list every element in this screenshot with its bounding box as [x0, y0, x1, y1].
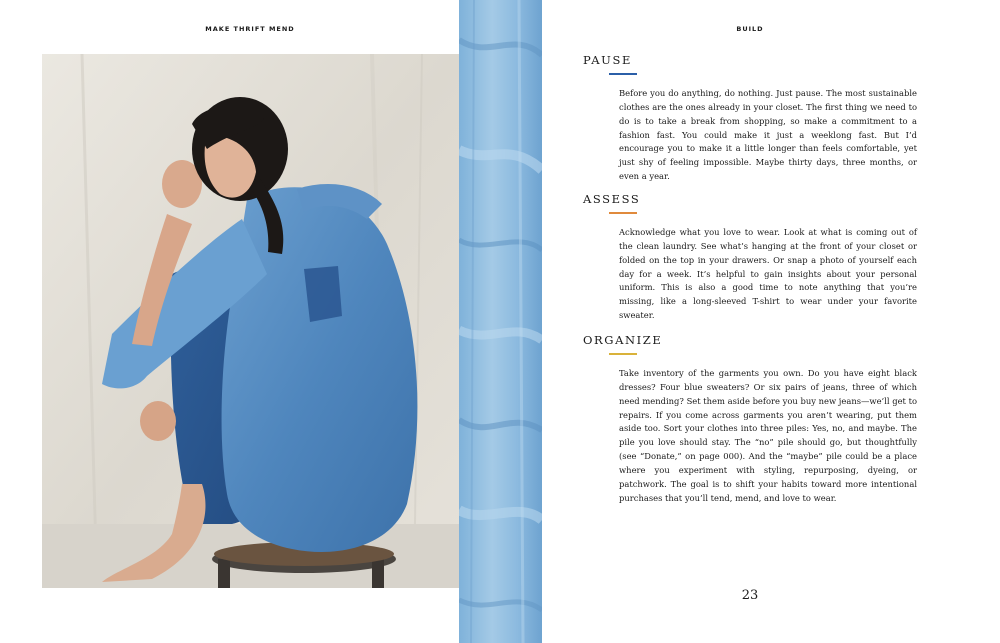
photo-woman-in-denim: [42, 54, 459, 588]
heading-rule: [609, 73, 637, 75]
section-heading: ASSESS: [583, 192, 641, 206]
section-organize: [583, 333, 923, 505]
section-body: Acknowledge what you love to wear. Look at what is coming out of the clean laundry. See what’s hanging at the front of your closet or folded on the top in your drawers. Or snap a photo of yourself each day for a week. It’s helpful to gain insights about your personal uniform. This is also a good time to note anything that you’re missing, like a long-sleeved T-shirt to wear under your favorite sweater.: [619, 227, 917, 321]
denim-fabric-strip: [459, 0, 542, 643]
running-head-right: BUILD: [736, 25, 764, 33]
section-heading: PAUSE: [583, 53, 632, 67]
right-page: [542, 0, 1000, 643]
section-pause: [583, 53, 923, 184]
section-heading: ORGANIZE: [583, 333, 663, 347]
page-number: 23: [741, 588, 759, 603]
heading-rule: [609, 212, 637, 214]
section-assess: [583, 192, 923, 323]
section-body: Take inventory of the garments you own. Do you have eight black dresses? Four blue sweaters? Or six pairs of jeans, three of which need mending? Set them aside before you buy new jeans—we’ll get to repairs. If you come across garments you aren’t wearing, put them aside too. Sort your clothes into three piles: Yes, no, and maybe. The pile you love should stay. The “no” pile should go, but thoughtfully (see “Donate,” on page 000). And the “maybe” pile could be a place where you experiment with styling, repurposing, dyeing, or patchwork. The goal is to shift your habits toward more intentional purchases that you’ll tend, mend, and love to wear.: [619, 368, 917, 503]
heading-rule: [609, 353, 637, 355]
section-body: Before you do anything, do nothing. Just pause. The most sustainable clothes are the ones already in your closet. The first thing we need to do is to take a break from shopping, so make a commitment to a fashion fast. You could make it just a weeklong fast. But I’d encourage you to make it a little longer than feels comfortable, yet just shy of feeling impossible. Maybe thirty days, three months, or even a year.: [619, 88, 917, 182]
running-head-left: MAKE THRIFT MEND: [205, 25, 295, 33]
left-page: [0, 0, 459, 643]
